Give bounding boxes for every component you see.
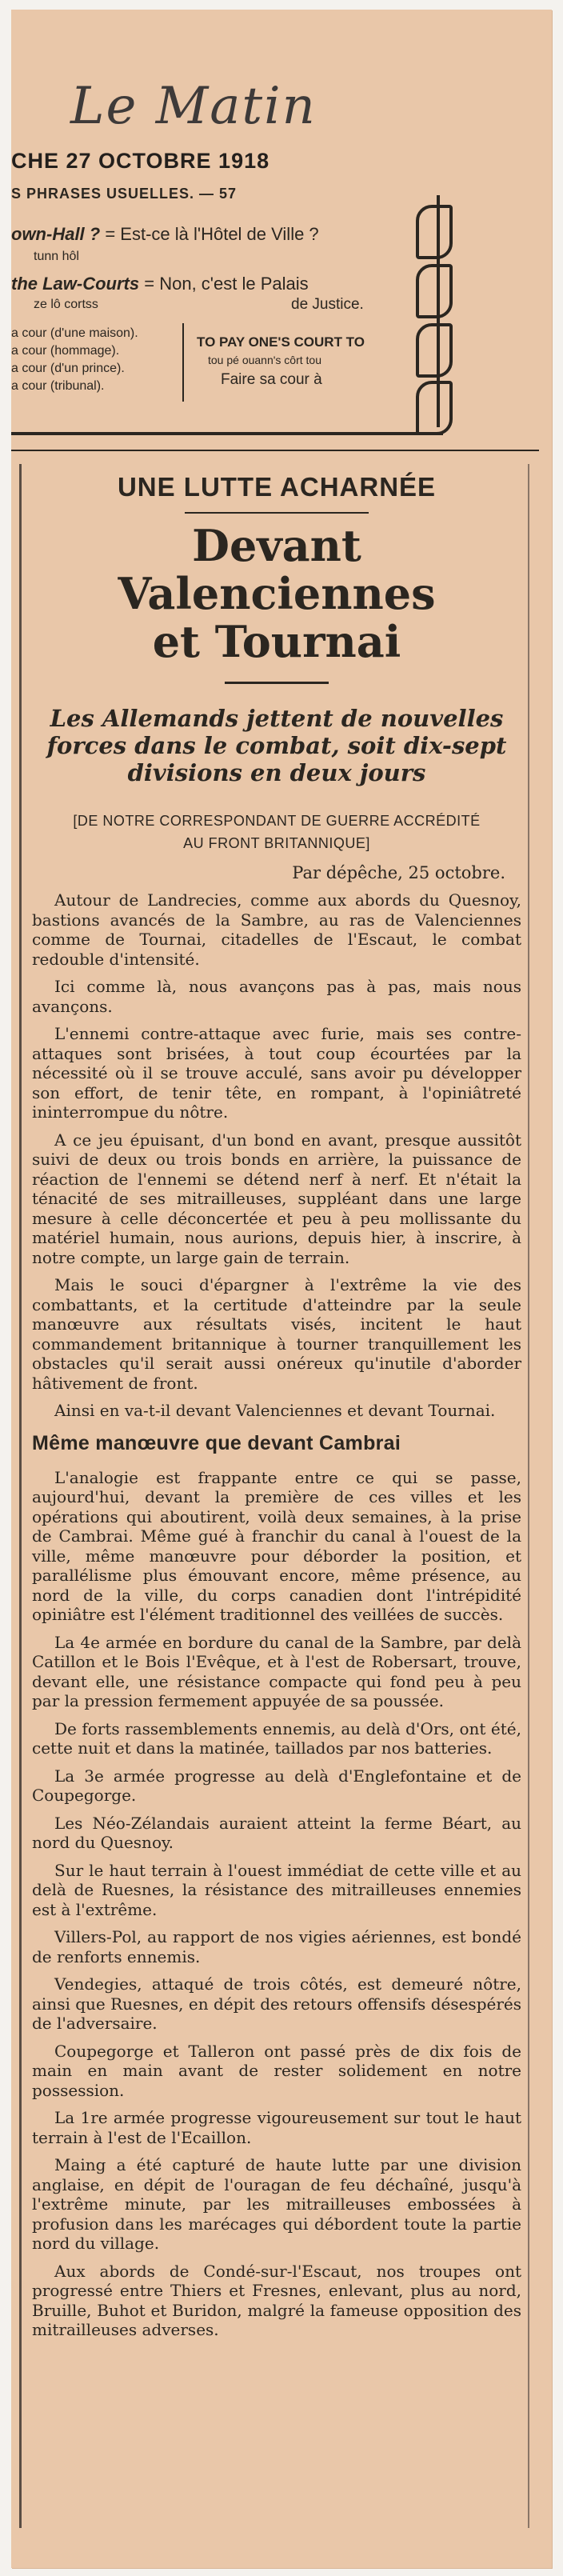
phrase-1-en: own-Hall ? (11, 224, 101, 244)
ornament-icon (416, 205, 453, 259)
idiom-pron: tou pé ouann's côrt tou (208, 354, 321, 366)
body-paragraph: Vendegies, attaqué de trois côtés, est demeuré nôtre, ainsi que Ruesnes, en dépit des retours offensifs désespérés de l'adversaire. (32, 1974, 521, 2033)
body-paragraph: La 4e armée en bordure du canal de la Sambre, par delà Catillon et le Bois l'Evêque, et à l'est de Robersart, trouve, devant elle, une résistance compacte qui fond peu à peu par la pression fermement appuyée de sa poussée. (32, 1632, 521, 1710)
dateline: CHE 27 OCTOBRE 1918 (11, 149, 270, 173)
court-2: a cour (hommage). (11, 344, 120, 358)
body-paragraph: A ce jeu épuisant, d'un bond en avant, presque aussitôt suivi de deux ou trois bonds en arrière, la puissance de réaction de l'ennemi se détend nerf à nerf. Et n'était la ténacité de ses mitrailleuses, suppléant dans une large mesure à celle déconcertée et peu à peu mollissante du matériel humain, nous aurions, depuis hier, à inscrire, à notre compte, un large gain de terrain. (32, 1130, 521, 1267)
phrase-2-fr: = Non, c'est le Palais (144, 274, 309, 294)
court-3: a cour (d'un prince). (11, 362, 125, 375)
phrase-1-fr: = Est-ce là l'Hôtel de Ville ? (105, 224, 319, 244)
phrases-title: S PHRASES USUELLES. — 57 (11, 186, 238, 202)
court-4: a cour (tribunal). (11, 379, 105, 393)
body-paragraph: Aux abords de Condé-sur-l'Escaut, nos troupes ont progressé entre Thiers et Fresnes, enlevant, plus au nord, Bruille, Buhot et Buridon, malgré la fameuse opposition des mitrailleuses adverses. (32, 2261, 521, 2339)
body-paragraph: Mais le souci d'épargner à l'extrême la vie des combattants, et la certitude d'atteindre par la seule manœuvre aux résultats visés, incitent le haut commandement britannique à tourner tranquillement les obstacles qu'il serait aussi onéreux qu'inutile d'aborder hâtivement de front. (32, 1275, 521, 1393)
headline-line-1: Devant Valenciennes (118, 520, 436, 619)
dispatch-date: Par dépêche, 25 octobre. (292, 863, 505, 882)
handwritten-masthead: Le Matin (70, 77, 317, 136)
body-paragraph: Les Néo-Zélandais auraient atteint la ferme Béart, au nord du Quesnoy. (32, 1813, 521, 1852)
phrase-1-pron: tunn hôl (34, 250, 79, 263)
idiom-fr: Faire sa cour à (221, 371, 322, 388)
kicker-rule (185, 512, 369, 514)
phrase-line-1 (11, 224, 319, 245)
correspondent-line-2: AU FRONT BRITANNIQUE] (183, 835, 370, 851)
article-deck: Les Allemands jettent de nouvelles forces dans le combat, soit dix-sept divisions en deux jours (46, 705, 507, 786)
body-paragraph: Coupegorge et Talleron ont passé près de dix fois de main en main avant de rester solidement en notre possession. (32, 2041, 521, 2100)
article-kicker: UNE LUTTE ACHARNÉE (117, 472, 437, 502)
box-rule-horizontal (11, 432, 443, 435)
body-paragraph: Maing a été capturé de haute lutte par une division anglaise, en dépit de l'ouragan de feu déchaîné, jusqu'à l'extrême minute, par les mitrailleuses embossées à profusion dans les marécages qui débordent toute la partie nord du village. (32, 2155, 521, 2253)
body-paragraph: Villers-Pol, au rapport de nos vigies aériennes, est bondé de renforts ennemis. (32, 1927, 521, 1966)
body-paragraph: Ainsi en va-t-il devant Valenciennes et devant Tournai. (54, 1401, 496, 1420)
body-paragraph: L'analogie est frappante entre ce qui se passe, aujourd'hui, devant la première de ces villes et les opérations qui aboutirent, voilà deux semaines, à la prise de Cambrai. Même gué à franchir du canal à l'ouest de la ville, même manœuvre pour déborder la position, et parallélisme plus émouvant encore, même présence, au nord de la ville, du corps canadien dont l'intrépidité opiniâtre est l'élément traditionnel des veillées de succès. (32, 1467, 521, 1624)
body-paragraph: La 3e armée progresse au delà d'Englefontaine et de Coupegorge. (32, 1766, 521, 1805)
idiom-en: TO PAY ONE'S COURT TO (197, 334, 365, 350)
phrases-box (11, 186, 443, 429)
body-section-a (32, 890, 521, 1421)
column-rule-right (528, 464, 529, 2528)
correspondent-line-1: [DE NOTRE CORRESPONDANT DE GUERRE ACCRÉDITÉ (73, 813, 481, 829)
article-headline (32, 522, 521, 666)
body-paragraph: L'ennemi contre-attaque avec furie, mais ses contre-attaques sont brisées, à tout coup écourtées par la nécessité où il se trouve acculé, sans avoir pu développer son effort, de tenir tête, en rompant, à l'opiniâtreté ininterrompue du nôtre. (32, 1024, 521, 1122)
body-paragraph: De forts rassemblements ennemis, au delà d'Ors, ont été, cette nuit et dans la matinée, taillados par nos batteries. (32, 1718, 521, 1758)
article-subhead: Même manœuvre que devant Cambrai (32, 1431, 401, 1454)
phrase-2-fr2: de Justice. (291, 296, 364, 313)
phrase-2-pron: ze lô cortss (34, 298, 98, 311)
phrase-line-2 (11, 274, 309, 294)
headline-line-2: et Tournai (152, 616, 401, 667)
body-paragraph: Sur le haut terrain à l'ouest immédiat de cette ville et au delà de Ruesnes, la résistance des mitrailleuses ennemies est à l'extrême. (32, 1860, 521, 1919)
phrases-divider (182, 323, 184, 402)
body-paragraph: La 1re armée progresse vigoureusement sur tout le haut terrain à l'est de l'Ecaillon. (32, 2108, 521, 2147)
ornament-icon (416, 323, 453, 378)
body-paragraph: Ici comme là, nous avançons pas à pas, mais nous avançons. (32, 977, 521, 1016)
phrase-2-en: the Law-Courts (11, 274, 140, 294)
ornament-icon (416, 381, 453, 435)
headline-rule (225, 682, 329, 684)
court-1: a cour (d'une maison). (11, 326, 138, 340)
article (32, 472, 521, 2348)
section-divider (11, 450, 539, 451)
body-section-b (32, 1468, 521, 2340)
ornament-icon (416, 264, 453, 318)
column-rule-left (19, 464, 22, 2528)
box-rule-vertical (437, 195, 440, 427)
body-paragraph: Autour de Landrecies, comme aux abords du Quesnoy, bastions avancés de la Sambre, au ras de Valenciennes comme de Tournai, citadelles de l'Escaut, le combat redouble d'intensité. (32, 890, 521, 969)
